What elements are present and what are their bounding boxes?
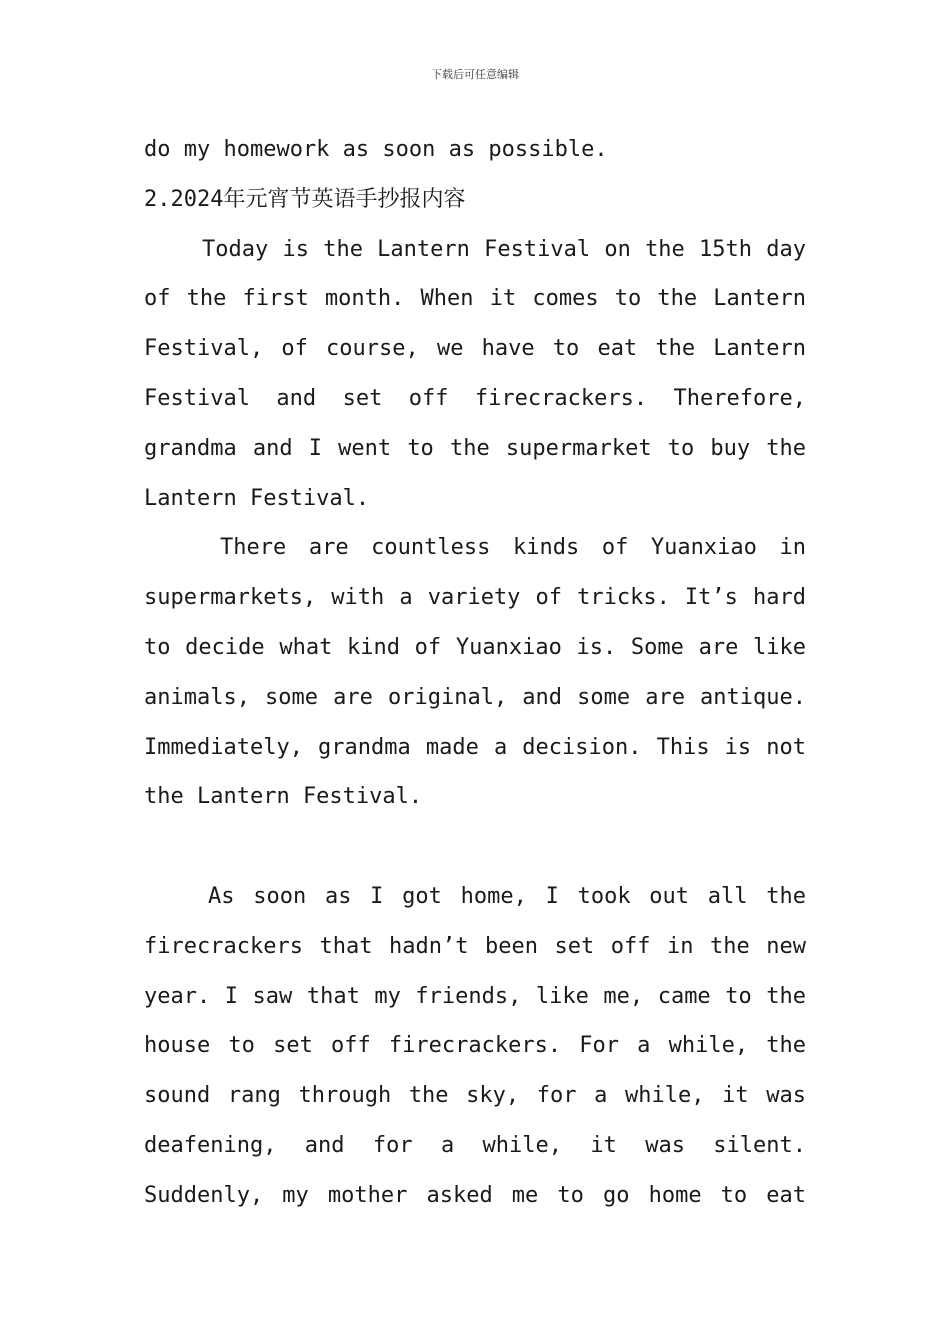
- text-line: There are countless kinds of Yuanxiao in: [220, 535, 806, 561]
- blank-line: [144, 822, 806, 872]
- document-body: [144, 125, 806, 1221]
- text-line: Lantern Festival.: [144, 485, 370, 511]
- text-line: 2.2024年元宵节英语手抄报内容: [144, 186, 466, 212]
- text-line: house to set off firecrackers. For a while, the: [144, 1033, 806, 1059]
- text-line: grandma and I went to the supermarket to buy the: [144, 435, 806, 461]
- text-line: firecrackers that hadn’t been set off in the new: [144, 933, 806, 959]
- text-line: deafening, and for a while, it was silent.: [144, 1132, 806, 1158]
- text-line: animals, some are original, and some are antique.: [144, 684, 806, 710]
- text-line: Today is the Lantern Festival on the 15th day: [202, 236, 806, 262]
- text-line: the Lantern Festival.: [144, 784, 423, 810]
- page-header: 下载后可任意编辑: [431, 68, 519, 81]
- text-line: of the first month. When it comes to the Lantern: [144, 286, 806, 312]
- text-line: sound rang through the sky, for a while, it was: [144, 1083, 806, 1109]
- text-line: year. I saw that my friends, like me, came to the: [144, 983, 806, 1009]
- text-line: to decide what kind of Yuanxiao is. Some are like: [144, 634, 806, 660]
- text-line: Suddenly, my mother asked me to go home to eat: [144, 1182, 806, 1208]
- text-line: Festival, of course, we have to eat the Lantern: [144, 336, 806, 362]
- text-line: Immediately, grandma made a decision. This is not: [144, 734, 806, 760]
- text-line: Festival and set off firecrackers. Therefore,: [144, 385, 806, 411]
- text-line: do my homework as soon as possible.: [144, 137, 608, 162]
- text-line: supermarkets, with a variety of tricks. It’s hard: [144, 585, 806, 611]
- text-line: As soon as I got home, I took out all the: [208, 883, 806, 909]
